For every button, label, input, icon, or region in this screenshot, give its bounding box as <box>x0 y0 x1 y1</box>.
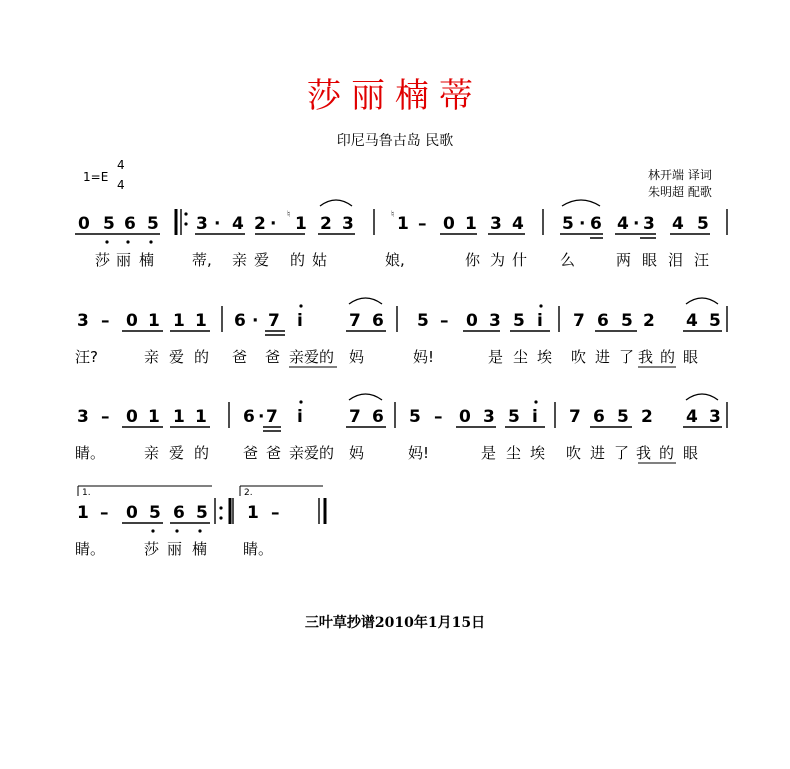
lyric-1-7: 妈 <box>349 348 365 366</box>
note-1-12: 5 <box>417 311 429 331</box>
repeat-dot <box>184 212 187 215</box>
lyric-2-15: 我 <box>636 444 652 462</box>
lyric-3-2: 丽 <box>167 540 183 558</box>
transcriber-credit: 三叶草抄谱2010年1月15日 <box>304 615 486 631</box>
note-2-3: 1 <box>148 407 160 427</box>
note-1-22: 4 <box>686 311 698 331</box>
tie <box>349 298 382 304</box>
lyric-2-0: 睛。 <box>75 444 106 462</box>
note-1-9: i <box>297 311 303 331</box>
note-2-13: – <box>434 407 443 427</box>
lyric-2-6: 亲爱的 <box>289 444 335 462</box>
note-0-18: 3 <box>490 214 502 234</box>
lyric-2-13: 进 <box>590 444 606 462</box>
tie <box>349 394 382 400</box>
octave-dot <box>105 240 108 243</box>
lyric-1-8: 妈! <box>413 348 435 366</box>
tie <box>686 298 718 304</box>
note-1-11: 6 <box>372 311 384 331</box>
note-2-22: 4 <box>686 407 698 427</box>
lyric-2-7: 妈 <box>349 444 365 462</box>
note-2-2: 0 <box>126 407 138 427</box>
key-signature: 1=E <box>83 170 109 184</box>
note-2-9: i <box>297 407 303 427</box>
note-0-25: 3 <box>643 214 655 234</box>
lyric-2-5: 爸 <box>266 444 282 462</box>
lyric-1-13: 进 <box>595 348 611 366</box>
tie <box>320 200 352 206</box>
note-2-12: 5 <box>409 407 421 427</box>
lyric-0-8: 娘, <box>385 251 405 269</box>
note-1-7: · <box>252 311 259 331</box>
note-0-23: 4 <box>617 214 629 234</box>
lyric-0-10: 为 <box>490 251 506 269</box>
lyric-2-9: 是 <box>481 444 497 462</box>
octave-dot <box>126 240 129 243</box>
lyric-1-0: 汪? <box>75 348 98 366</box>
volta-1-label: 1. <box>82 488 91 498</box>
time-signature-bottom: 4 <box>117 178 125 192</box>
note-0-13: ♮ <box>391 210 395 220</box>
note-3-5: 5 <box>196 503 208 523</box>
octave-dot <box>175 529 178 532</box>
note-2-23: 3 <box>709 407 721 427</box>
note-0-15: – <box>418 214 427 234</box>
lyric-0-14: 眼 <box>642 251 658 269</box>
note-3-6: 1 <box>247 503 259 523</box>
note-0-11: 2 <box>320 214 332 234</box>
lyric-1-15: 我 <box>638 348 654 366</box>
lyric-2-17: 眼 <box>683 444 699 462</box>
song-origin: 印尼马鲁古岛 民歌 <box>336 133 454 149</box>
octave-dot <box>151 529 154 532</box>
note-0-22: 6 <box>590 214 602 234</box>
note-2-21: 2 <box>641 407 653 427</box>
lyric-1-1: 亲 <box>144 348 160 366</box>
note-3-4: 6 <box>173 503 185 523</box>
lyric-1-2: 爱 <box>169 348 185 366</box>
note-1-18: 7 <box>573 311 585 331</box>
note-0-2: 6 <box>124 214 136 234</box>
note-1-0: 3 <box>77 311 89 331</box>
lyric-2-10: 尘 <box>506 444 522 462</box>
lyric-1-10: 尘 <box>513 348 529 366</box>
note-2-17: i <box>532 407 538 427</box>
note-2-16: 5 <box>508 407 520 427</box>
lyric-2-3: 的 <box>194 444 210 462</box>
song-title: 莎丽楠蒂 <box>307 76 483 116</box>
note-2-6: 6 <box>243 407 255 427</box>
lyric-0-4: 亲 <box>232 251 248 269</box>
note-0-0: 0 <box>78 214 90 234</box>
note-0-14: 1 <box>397 214 409 234</box>
note-3-3: 5 <box>149 503 161 523</box>
lyric-1-4: 爸 <box>232 348 248 366</box>
lyric-2-1: 亲 <box>144 444 160 462</box>
note-2-4: 1 <box>173 407 185 427</box>
lyric-1-3: 的 <box>194 348 210 366</box>
note-3-0: 1 <box>77 503 89 523</box>
note-1-14: 0 <box>466 311 478 331</box>
note-1-16: 5 <box>513 311 525 331</box>
note-2-14: 0 <box>459 407 471 427</box>
octave-dot <box>299 400 302 403</box>
repeat-dot <box>219 506 222 509</box>
lyricist-credit: 林开端 译词 <box>648 168 712 182</box>
note-0-1: 5 <box>103 214 115 234</box>
note-2-20: 5 <box>617 407 629 427</box>
lyric-0-9: 你 <box>465 251 481 269</box>
lyric-0-16: 汪 <box>694 251 710 269</box>
note-1-20: 5 <box>621 311 633 331</box>
lyric-0-5: 爱 <box>254 251 270 269</box>
lyric-1-6: 亲爱的 <box>289 348 335 366</box>
note-1-3: 1 <box>148 311 160 331</box>
tie <box>562 200 600 206</box>
note-0-16: 0 <box>443 214 455 234</box>
note-1-17: i <box>537 311 543 331</box>
note-2-1: – <box>101 407 110 427</box>
note-1-5: 1 <box>195 311 207 331</box>
note-2-10: 7 <box>349 407 361 427</box>
note-0-20: 5 <box>562 214 574 234</box>
lyric-0-15: 泪 <box>668 251 684 269</box>
note-2-0: 3 <box>77 407 89 427</box>
note-0-24: · <box>633 214 640 234</box>
lyric-0-6: 的 <box>290 251 306 269</box>
note-2-8: 7 <box>266 407 278 427</box>
note-2-5: 1 <box>195 407 207 427</box>
note-1-8: 7 <box>268 311 280 331</box>
lyric-0-1: 丽 <box>116 251 132 269</box>
lyric-0-12: 么 <box>560 251 576 269</box>
lyric-2-4: 爸 <box>243 444 259 462</box>
octave-dot <box>198 529 201 532</box>
repeat-dot <box>219 516 222 519</box>
note-2-7: · <box>258 407 265 427</box>
lyric-2-8: 妈! <box>408 444 430 462</box>
note-1-13: – <box>440 311 449 331</box>
note-2-19: 6 <box>593 407 605 427</box>
note-0-9: ♮ <box>287 210 291 220</box>
lyric-0-13: 两 <box>616 251 632 269</box>
note-1-4: 1 <box>173 311 185 331</box>
arranger-credit: 朱明超 配歌 <box>648 185 712 199</box>
time-signature-top: 4 <box>117 158 125 172</box>
note-1-1: – <box>101 311 110 331</box>
lyric-1-5: 爸 <box>265 348 281 366</box>
lyric-1-16: 的 <box>660 348 676 366</box>
note-0-7: 2 <box>254 214 266 234</box>
octave-dot <box>299 304 302 307</box>
octave-dot <box>534 400 537 403</box>
note-1-2: 0 <box>126 311 138 331</box>
lyric-1-9: 是 <box>488 348 504 366</box>
lyric-1-11: 埃 <box>537 348 553 366</box>
lyric-0-2: 楠 <box>139 251 155 269</box>
lyric-1-14: 了 <box>619 348 635 366</box>
note-0-5: · <box>214 214 221 234</box>
note-3-1: – <box>100 503 109 523</box>
lyric-3-0: 睛。 <box>75 540 106 558</box>
note-1-19: 6 <box>597 311 609 331</box>
lyric-0-11: 什 <box>512 251 528 269</box>
octave-dot <box>149 240 152 243</box>
note-1-23: 5 <box>709 311 721 331</box>
note-0-4: 3 <box>196 214 208 234</box>
lyric-3-4: 睛。 <box>243 540 274 558</box>
note-2-15: 3 <box>483 407 495 427</box>
lyric-3-1: 莎 <box>144 540 160 558</box>
tie <box>686 394 718 400</box>
lyric-2-16: 的 <box>659 444 675 462</box>
octave-dot <box>539 304 542 307</box>
note-3-7: – <box>271 503 280 523</box>
note-3-2: 0 <box>126 503 138 523</box>
note-0-19: 4 <box>512 214 524 234</box>
repeat-dot <box>184 222 187 225</box>
note-1-21: 2 <box>643 311 655 331</box>
note-0-12: 3 <box>342 214 354 234</box>
lyric-2-12: 吹 <box>566 444 582 462</box>
lyric-2-14: 了 <box>614 444 630 462</box>
lyric-0-7: 姑 <box>312 251 328 269</box>
note-0-27: 5 <box>697 214 709 234</box>
note-0-17: 1 <box>465 214 477 234</box>
lyric-1-12: 吹 <box>571 348 587 366</box>
lyric-0-0: 莎 <box>95 251 111 269</box>
lyric-3-3: 楠 <box>192 540 208 558</box>
note-2-18: 7 <box>569 407 581 427</box>
volta-2-label: 2. <box>244 488 253 498</box>
lyric-2-11: 埃 <box>530 444 546 462</box>
note-0-8: · <box>270 214 277 234</box>
note-0-10: 1 <box>295 214 307 234</box>
lyric-1-17: 眼 <box>683 348 699 366</box>
note-0-26: 4 <box>672 214 684 234</box>
note-1-6: 6 <box>234 311 246 331</box>
note-0-3: 5 <box>147 214 159 234</box>
note-0-6: 4 <box>232 214 244 234</box>
note-1-10: 7 <box>349 311 361 331</box>
note-1-15: 3 <box>489 311 501 331</box>
note-0-21: · <box>579 214 586 234</box>
lyric-2-2: 爱 <box>169 444 185 462</box>
note-2-11: 6 <box>372 407 384 427</box>
lyric-0-3: 蒂, <box>192 251 212 269</box>
